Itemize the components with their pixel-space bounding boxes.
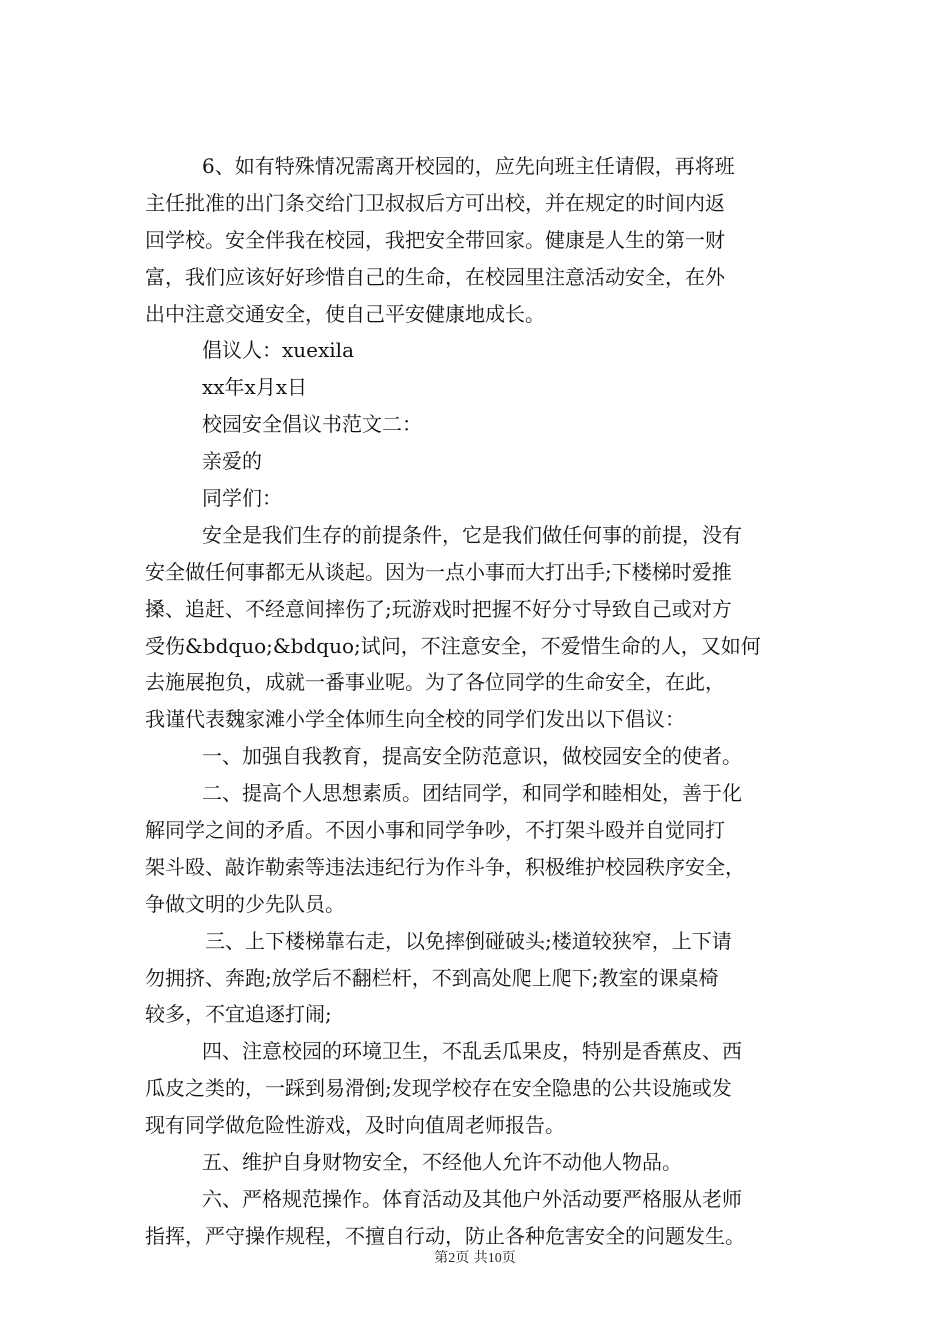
text-line: 瓜皮之类的，一踩到易滑倒;发现学校存在安全隐患的公共设施或发 (145, 1076, 732, 1101)
text-line: 倡议人：xuexila (202, 338, 354, 363)
text-line: 二、提高个人思想素质。团结同学，和同学和睦相处，善于化 (202, 781, 742, 806)
text-line: 现有同学做危险性游戏，及时向值周老师报告。 (145, 1113, 565, 1138)
text-line: 安全做任何事都无从谈起。因为一点小事而大打出手;下楼梯时爱推 (145, 559, 732, 584)
text-line: 富，我们应该好好珍惜自己的生命，在校园里注意活动安全，在外 (145, 264, 725, 289)
text-line: 我谨代表魏家滩小学全体师生向全校的同学们发出以下倡议： (145, 707, 685, 732)
text-line: 去施展抱负，成就一番事业呢。为了各位同学的生命安全，在此， (145, 670, 725, 695)
text-line: 出中注意交通安全，使自己平安健康地成长。 (145, 301, 545, 326)
footer-middle: 页 共 (455, 1250, 488, 1266)
document-body (145, 148, 825, 1255)
text-line: 安全是我们生存的前提条件，它是我们做任何事的前提，没有 (202, 522, 742, 547)
text-line: 回学校。安全伴我在校园，我把安全带回家。健康是人生的第一财 (145, 227, 725, 252)
text-line: 搡、追赶、不经意间摔伤了;玩游戏时把握不好分寸导致自己或对方 (145, 596, 732, 621)
text-line: 亲爱的 (202, 449, 262, 474)
text-line: 解同学之间的矛盾。不因小事和同学争吵，不打架斗殴并自觉同打 (145, 818, 725, 843)
text-line: 三、上下楼梯靠右走，以免摔倒碰破头;楼道较狭窄，上下请 (205, 928, 732, 953)
text-line: 较多，不宜追逐打闹; (145, 1002, 332, 1027)
text-line: 勿拥挤、奔跑;放学后不翻栏杆，不到高处爬上爬下;教室的课桌椅 (145, 965, 719, 990)
text-line: 指挥，严守操作规程，不擅自行动，防止各种危害安全的问题发生。 (145, 1223, 745, 1248)
text-line: 争做文明的少先队员。 (145, 891, 345, 916)
text-line: 四、注意校园的环境卫生，不乱丢瓜果皮，特别是香蕉皮、西 (202, 1039, 742, 1064)
footer-prefix: 第 (434, 1250, 449, 1266)
text-line: 架斗殴、敲诈勒索等违法违纪行为作斗争，积极维护校园秩序安全， (145, 854, 745, 879)
footer-current-page: 2 (448, 1251, 456, 1266)
footer-total-pages: 10 (487, 1251, 502, 1266)
footer-suffix: 页 (501, 1250, 516, 1266)
text-line: 一、加强自我教育，提高安全防范意识，做校园安全的使者。 (202, 744, 742, 769)
text-line: 五、维护自身财物安全，不经他人允许不动他人物品。 (202, 1150, 682, 1175)
text-line: 6、如有特殊情况需离开校园的，应先向班主任请假，再将班 (202, 154, 735, 178)
text-line: xx年x月x日 (202, 375, 308, 400)
text-line: 同学们： (202, 486, 282, 511)
text-line: 受伤&bdquo;&bdquo;试问，不注意安全，不爱惜生命的人，又如何 (145, 633, 761, 658)
text-line: 校园安全倡议书范文二： (202, 412, 422, 437)
page-footer (0, 1247, 950, 1267)
text-line: 六、严格规范操作。体育活动及其他户外活动要严格服从老师 (202, 1186, 742, 1211)
text-line: 主任批准的出门条交给门卫叔叔后方可出校，并在规定的时间内返 (145, 190, 725, 215)
